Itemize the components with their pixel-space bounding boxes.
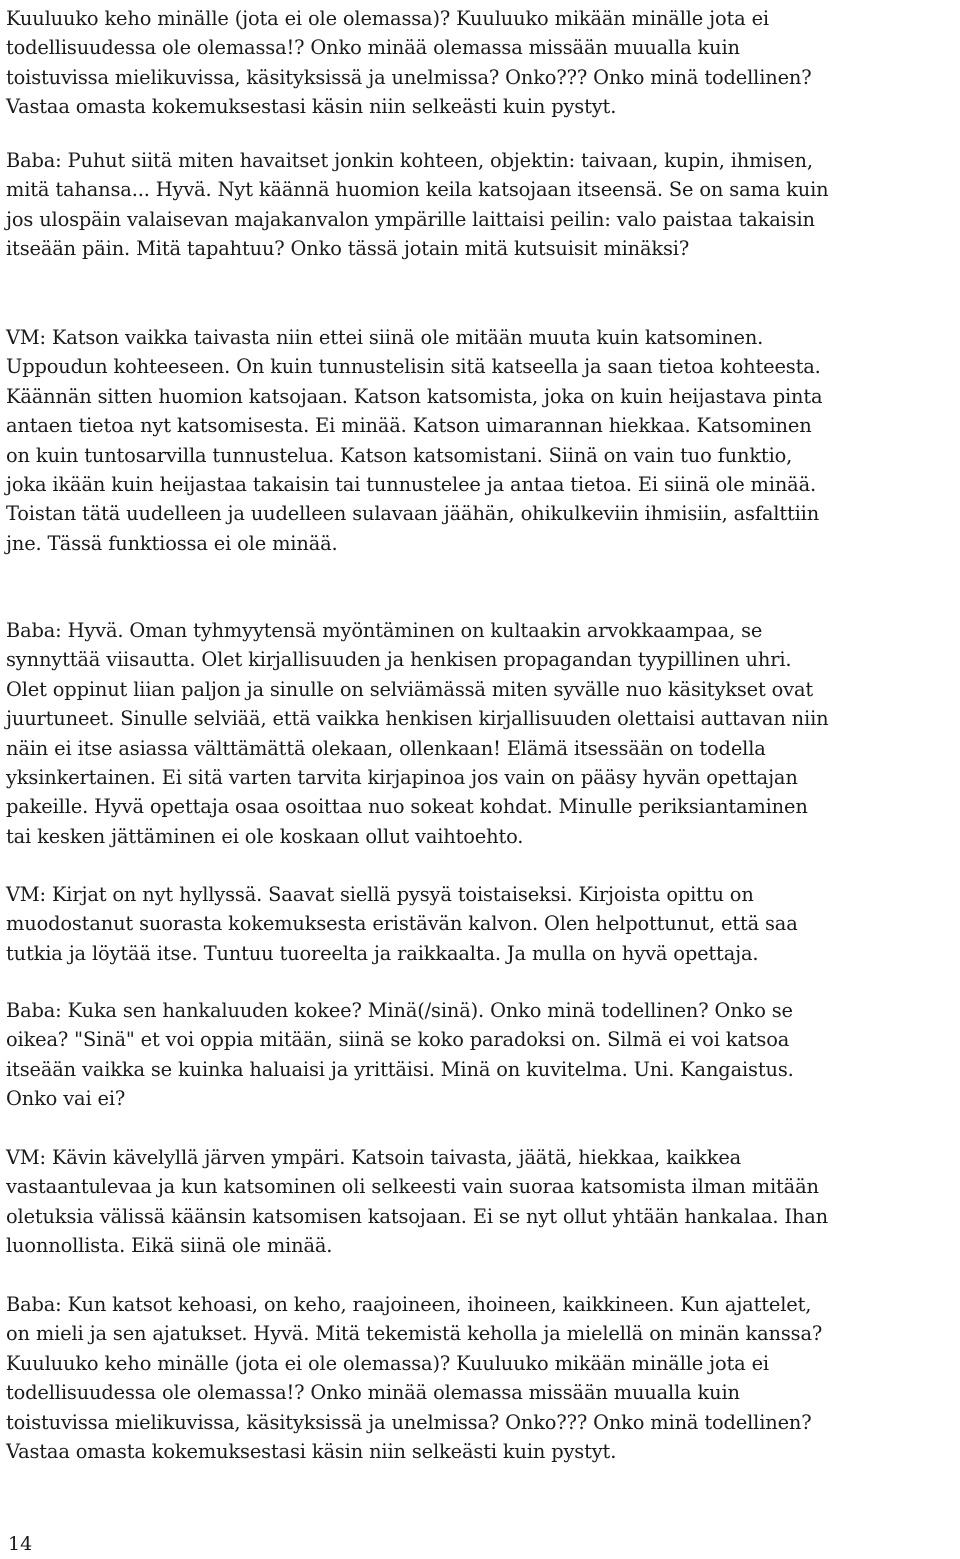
text-line: on kuin tuntosarvilla tunnustelua. Katson katsomistani. Siinä on vain tuo funktio,: [6, 443, 793, 467]
text-line: oikea? "Sinä" et voi oppia mitään, siinä se koko paradoksi on. Silmä ei voi katsoa: [6, 1028, 790, 1052]
paragraph-vm-1: [6, 323, 960, 558]
text-line: Baba: Hyvä. Oman tyhmyytensä myöntäminen on kultaakin arvokkaampaa, se: [6, 619, 763, 642]
text-line: joka ikään kuin heijastaa takaisin tai tunnustelee ja antaa tietoa. Ei siinä ole minää.: [6, 472, 817, 496]
text-line: Käännän sitten huomion katsojaan. Katson katsomista, joka on kuin heijastava pinta: [6, 384, 823, 408]
text-line: tai kesken jättäminen ei ole koskaan ollut vaihtoehto.: [6, 824, 524, 848]
text-line: Toistan tätä uudelleen ja uudelleen sulavaan jäähän, ohikulkeviin ihmisiin, asfalttiin: [6, 502, 820, 526]
text-line: antaen tietoa nyt katsomisesta. Ei minää. Katson uimarannan hiekkaa. Katsominen: [6, 414, 812, 438]
text-line: Kuuluuko keho minälle (jota ei ole olemassa)? Kuuluuko mikään minälle jota ei: [6, 7, 769, 30]
paragraph-intro-question: [6, 4, 960, 122]
text-line: todellisuudessa ole olemassa!? Onko minää olemassa missään muualla kuin: [6, 36, 740, 60]
text-line: Kuuluuko keho minälle (jota ei ole olemassa)? Kuuluuko mikään minälle jota ei: [6, 1351, 769, 1375]
text-line: toistuvissa mielikuvissa, käsityksissä ja unelmissa? Onko??? Onko minä todellinen?: [6, 1410, 812, 1434]
text-line: itseään vaikka se kuinka haluaisi ja yrittäisi. Minä on kuvitelma. Uni. Kangaistus.: [6, 1057, 794, 1081]
text-line: toistuvissa mielikuvissa, käsityksissä ja unelmissa? Onko??? Onko minä todellinen?: [6, 65, 812, 89]
paragraph-baba-1: [6, 146, 960, 264]
text-line: Uppoudun kohteeseen. On kuin tunnustelisin sitä katseella ja saan tietoa kohteesta.: [6, 355, 821, 379]
text-line: Baba: Kuka sen hankaluuden kokee? Minä(/sinä). Onko minä todellinen? Onko se: [6, 999, 793, 1022]
text-line: jos ulospäin valaisevan majakanvalon ympärille laittaisi peilin: valo paistaa takaisin: [6, 207, 815, 231]
text-line: Baba: Kun katsot kehoasi, on keho, raajoineen, ihoineen, kaikkineen. Kun ajattelet,: [6, 1293, 812, 1316]
text-line: näin ei itse asiassa välttämättä olekaan, ollenkaan! Elämä itsessään on todella: [6, 736, 766, 760]
text-line: todellisuudessa ole olemassa!? Onko minää olemassa missään muualla kuin: [6, 1381, 740, 1405]
text-line: jne. Tässä funktiossa ei ole minää.: [6, 531, 338, 555]
paragraph-vm-2: [6, 880, 960, 968]
text-line: VM: Kävin kävelyllä järven ympäri. Katsoin taivasta, jäätä, hiekkaa, kaikkea: [6, 1146, 742, 1169]
text-line: oletuksia välissä käänsin katsomisen katsojaan. Ei se nyt ollut yhtään hankalaa. Ihan: [6, 1204, 829, 1228]
text-line: Vastaa omasta kokemuksestasi käsin niin selkeästi kuin pystyt.: [6, 95, 617, 119]
text-line: VM: Katson vaikka taivasta niin ettei siinä ole mitään muuta kuin katsominen.: [6, 326, 764, 349]
paragraph-baba-2: [6, 616, 960, 851]
paragraph-baba-3: [6, 996, 960, 1114]
text-line: Baba: Puhut siitä miten havaitset jonkin kohteen, objektin: taivaan, kupin, ihmisen,: [6, 149, 813, 172]
paragraph-vm-3: [6, 1143, 960, 1261]
text-line: itseään päin. Mitä tapahtuu? Onko tässä jotain mitä kutsuisit minäksi?: [6, 237, 690, 261]
text-line: juurtuneet. Sinulle selviää, että vaikka henkisen kirjallisuuden olettaisi auttavan niin: [6, 707, 829, 731]
text-line: Vastaa omasta kokemuksestasi käsin niin selkeästi kuin pystyt.: [6, 1439, 617, 1463]
paragraph-baba-4: [6, 1290, 960, 1466]
text-line: Olet oppinut liian paljon ja sinulle on selviämässä miten syvälle nuo käsitykset ovat: [6, 677, 814, 701]
text-line: muodostanut suorasta kokemuksesta eristävän kalvon. Olen helpottunut, että saa: [6, 912, 798, 936]
text-line: yksinkertainen. Ei sitä varten tarvita kirjapinoa jos vain on pääsy hyvän opettajan: [6, 765, 798, 789]
text-line: pakeille. Hyvä opettaja osaa osoittaa nuo sokeat kohdat. Minulle periksiantaminen: [6, 795, 808, 819]
text-line: Onko vai ei?: [6, 1087, 126, 1111]
text-line: tutkia ja löytää itse. Tuntuu tuoreelta ja raikkaalta. Ja mulla on hyvä opettaja.: [6, 941, 759, 965]
text-line: on mieli ja sen ajatukset. Hyvä. Mitä tekemistä keholla ja mielellä on minän kanssa?: [6, 1322, 823, 1346]
page-number: 14: [8, 1533, 33, 1555]
text-line: luonnollista. Eikä siinä ole minää.: [6, 1234, 333, 1258]
text-line: vastaantulevaa ja kun katsominen oli selkeesti vain suoraa katsomista ilman mitään: [6, 1175, 819, 1199]
text-line: mitä tahansa... Hyvä. Nyt käännä huomion keila katsojaan itseensä. Se on sama kuin: [6, 178, 829, 202]
text-line: synnyttää viisautta. Olet kirjallisuuden ja henkisen propagandan tyypillinen uhri.: [6, 648, 792, 672]
text-line: VM: Kirjat on nyt hyllyssä. Saavat siellä pysyä toistaiseksi. Kirjoista opittu on: [6, 883, 754, 906]
